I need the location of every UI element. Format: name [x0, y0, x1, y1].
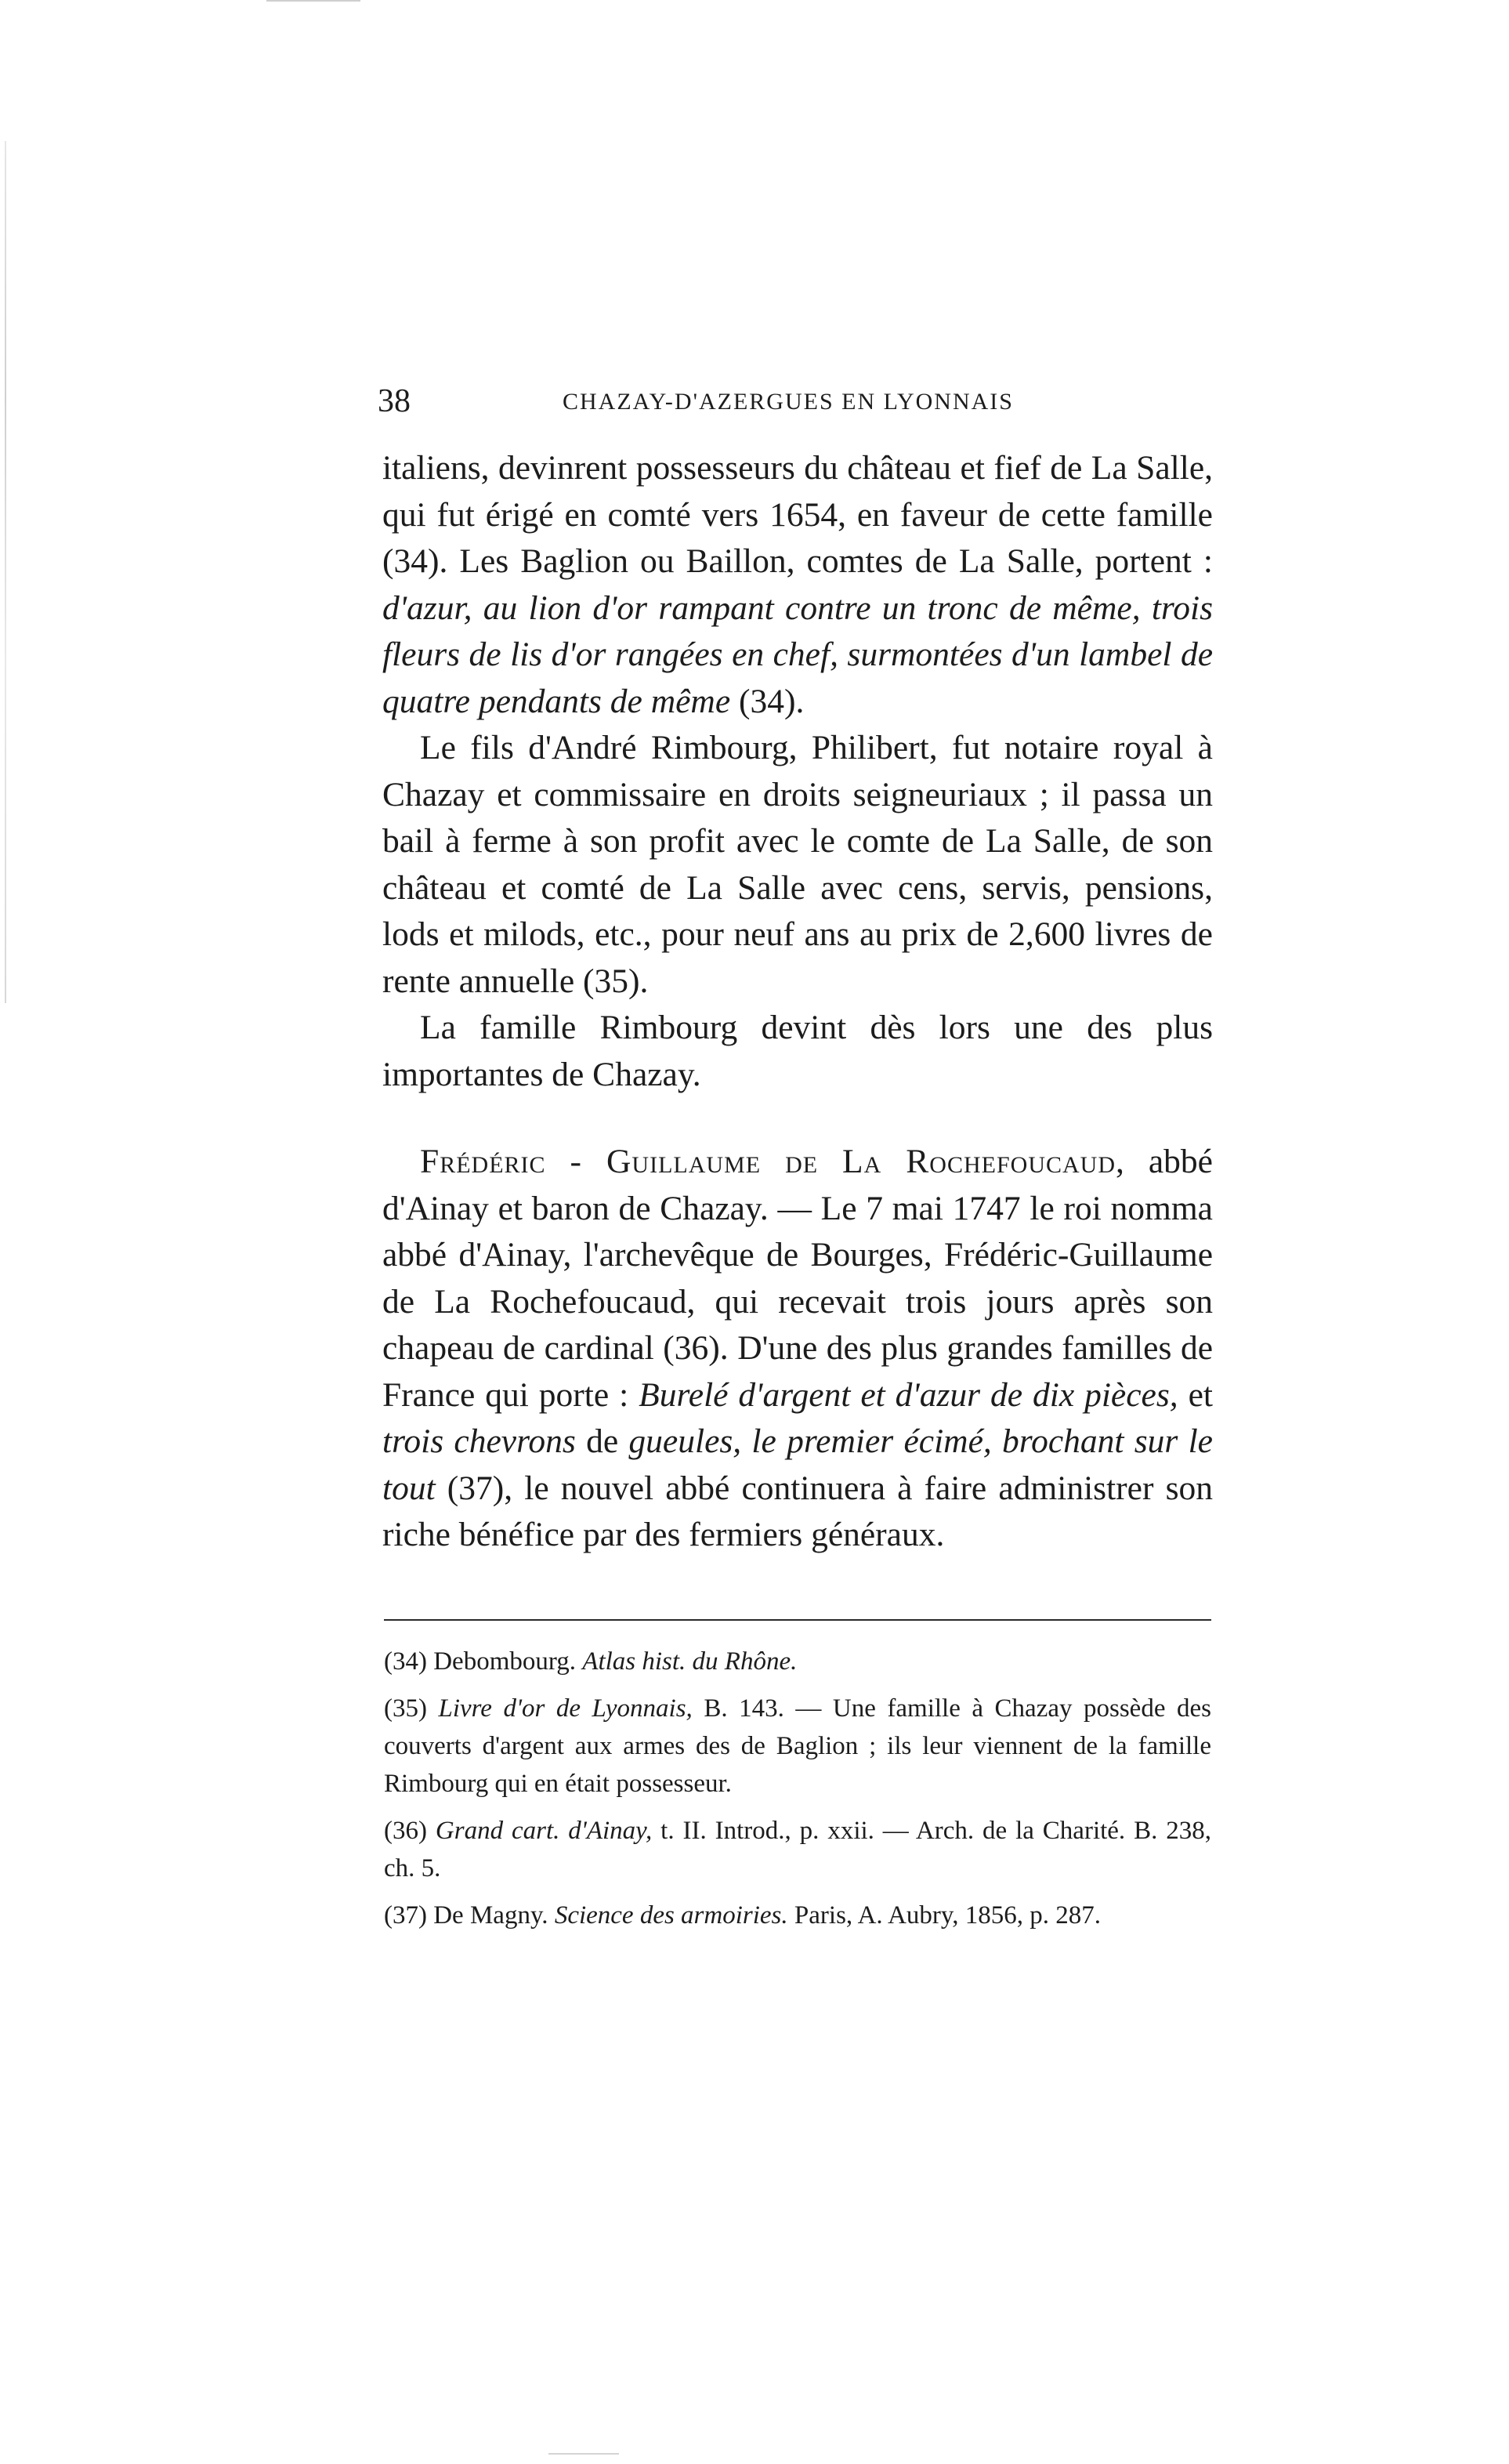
footnote-35-text: B. 143. — Une famille à Chazay possède des couverts d'argent aux armes des de Baglion ; ils leur viennent de la famille Rimbourg qui en était possesseur. [384, 1694, 1211, 1798]
footnote-divider [384, 1619, 1211, 1621]
blazon-part-2: trois chevrons [382, 1422, 576, 1460]
footnote-37-text: Paris, A. Aubry, 1856, p. 287. [787, 1901, 1102, 1930]
footnote-34 [384, 1643, 1211, 1680]
paragraph-4-text-1: abbé d'Ainay et baron de Chazay. — Le 7 mai 1747 le roi nomma abbé d'Ainay, l'archevêque de Bourges, Frédéric-Guillaume de La Rochefoucaud, qui recevait trois jours après son chapeau de cardinal (36). D'une des plus grandes familles de France qui porte : [382, 1143, 1213, 1414]
section-gap [382, 1098, 1213, 1139]
section-heading: Frédéric - Guillaume de La Rochefoucaud, [420, 1143, 1125, 1180]
footnote-34-text: (34) Debombourg. [384, 1647, 583, 1676]
footnote-35-number: (35) [384, 1694, 439, 1723]
footnote-34-title: Atlas hist. du Rhône. [582, 1647, 798, 1676]
paragraph-4-text-3: de [575, 1422, 629, 1460]
footnote-36-text: t. II. Introd., p. xxii. — Arch. de la Charité. B. 238, ch. 5. [384, 1817, 1211, 1882]
page-header [378, 382, 1214, 429]
page-number: 38 [378, 383, 411, 419]
footnote-36 [384, 1812, 1211, 1887]
body-text [382, 445, 1213, 1559]
paragraph-1-note-ref: (34). [730, 682, 805, 720]
footnote-35-title: Livre d'or de Lyonnais, [438, 1694, 693, 1723]
footnote-37-title: Science des armoiries. [554, 1901, 788, 1930]
blazon-part-1: Burelé d'argent et d'azur de dix pièces, [639, 1375, 1178, 1414]
footnote-37-number: (37) De Magny. [384, 1901, 555, 1930]
footnote-36-number: (36) [384, 1817, 436, 1845]
scan-edge-mark [548, 2453, 619, 2455]
footnote-35 [384, 1690, 1211, 1803]
paragraph-4-text-2: et [1178, 1375, 1213, 1414]
blazon-baglion: d'azur, au lion d'or rampant contre un tronc de même, trois fleurs de lis d'or rangées en chef, surmontées d'un lambel de quatre pendants de même [382, 589, 1213, 720]
paragraph-1 [382, 445, 1213, 725]
paragraph-1-text: italiens, devinrent possesseurs du château et fief de La Salle, qui fut érigé en comté vers 1654, en faveur de cette famille (34). Les Baglion ou Baillon, comtes de La Salle, portent : [382, 449, 1213, 580]
footnotes [384, 1643, 1211, 1944]
scan-edge-mark [5, 141, 6, 1003]
footnote-37 [384, 1897, 1211, 1934]
paragraph-2: Le fils d'André Rimbourg, Philibert, fut notaire royal à Chazay et commissaire en droits seigneuriaux ; il passa un bail à ferme à son profit avec le comte de La Salle, de son château et comté de La Salle avec cens, servis, pensions, lods et milods, etc., pour neuf ans au prix de 2,600 livres de rente annuelle (35). [382, 729, 1213, 1000]
scan-edge-mark [266, 0, 360, 2]
blazon-part-3: gueules, le premier écimé, brochant sur le tout [382, 1422, 1213, 1507]
paragraph-3: La famille Rimbourg devint dès lors une des plus importantes de Chazay. [382, 1009, 1213, 1093]
paragraph-4 [382, 1139, 1213, 1559]
footnote-36-title: Grand cart. d'Ainay, [435, 1817, 653, 1845]
running-title: CHAZAY-D'AZERGUES EN LYONNAIS [563, 389, 1014, 415]
paragraph-4-text-4: (37), le nouvel abbé continuera à faire administrer son riche bénéfice par des fermiers généraux. [382, 1469, 1213, 1553]
